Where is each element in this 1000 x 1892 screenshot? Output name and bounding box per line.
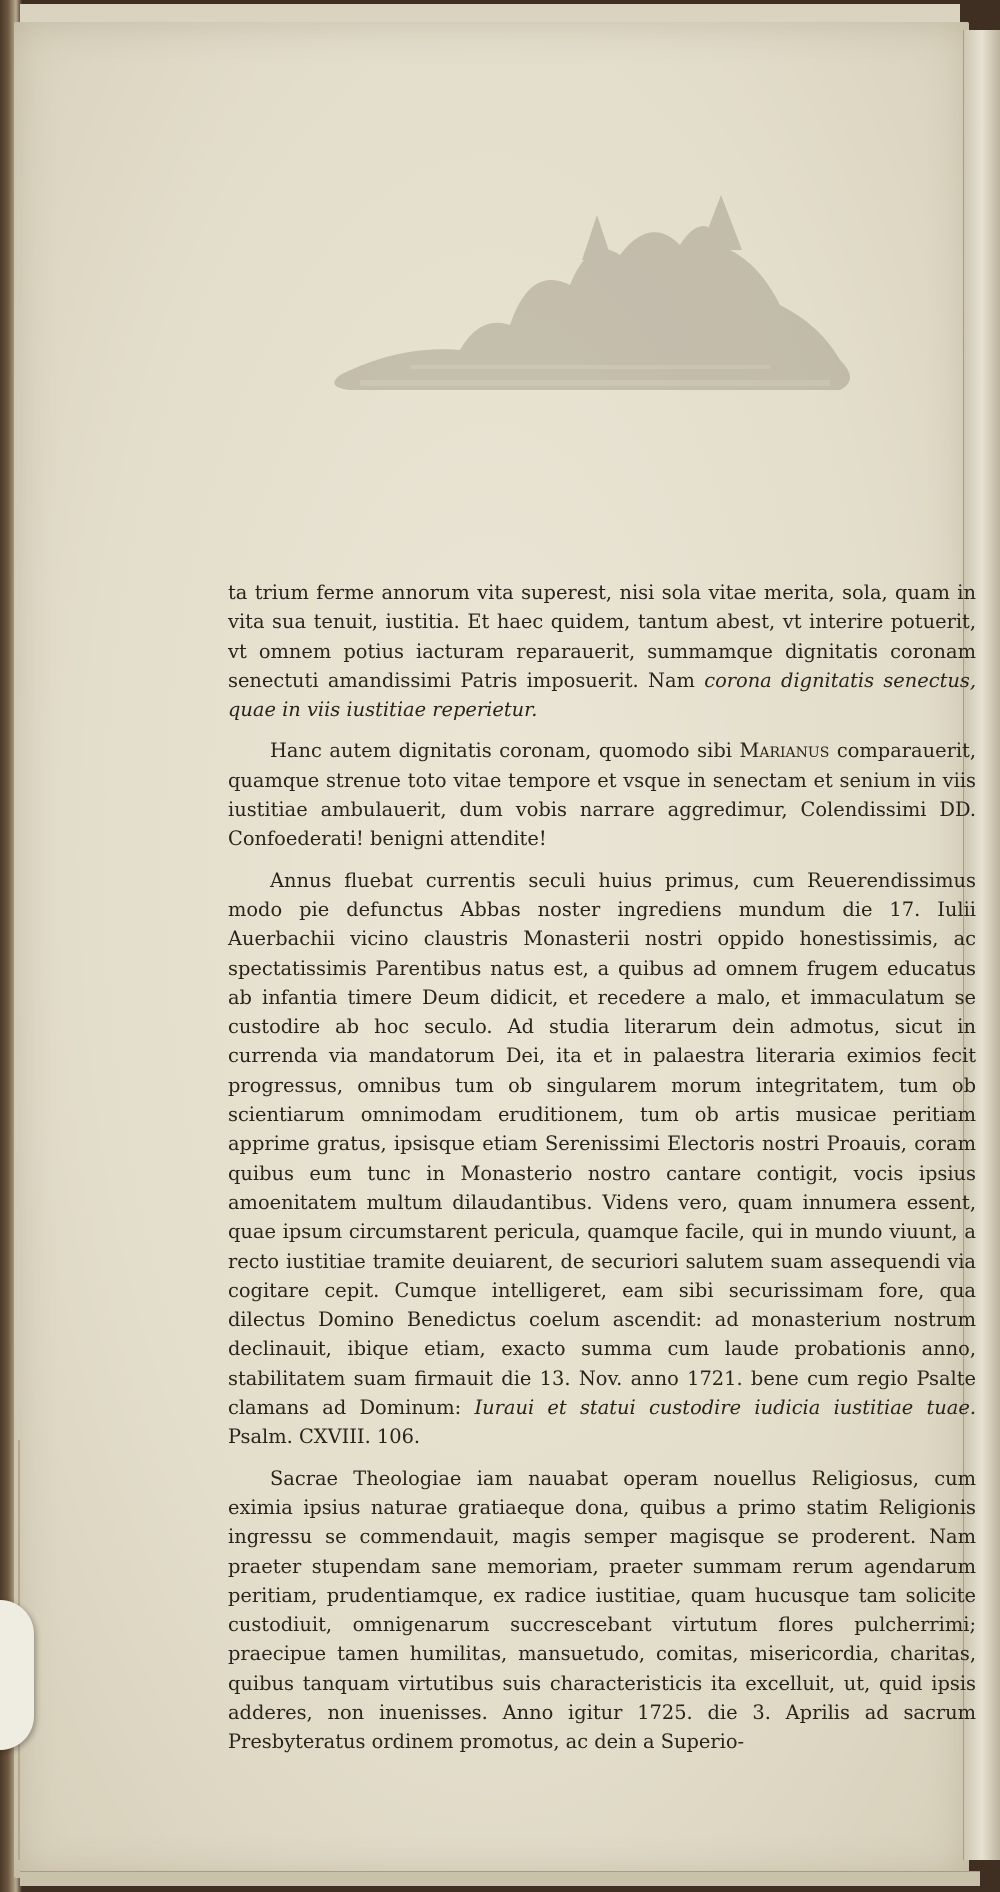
- paragraph-2: [228, 736, 976, 853]
- paper-tab: [0, 1600, 34, 1750]
- scripture-quote: Iuraui et statui custodire iudicia iustitiae tuae.: [474, 1396, 976, 1420]
- paragraph-text: ta trium ferme annorum vita superest, nisi sola vitae merita, sola, quam in vita sua tenuit, iustitia. Et haec quidem, tantum abest, vt interire potuerit, vt omnem potius iacturam reparauerit, summamque dignitatis coronam senectuti amandissimi Patris imposuerit. Nam: [228, 581, 976, 692]
- name-marianus: Marianus: [739, 739, 830, 763]
- paragraph-3: [228, 866, 976, 1452]
- body-text: [228, 578, 976, 1757]
- paragraph-1: [228, 578, 976, 724]
- paragraph-4: [228, 1464, 976, 1757]
- landscape-vignette-icon: [320, 175, 865, 405]
- psalm-reference: Psalm. CXVIII. 106.: [228, 1425, 421, 1449]
- scripture-quote: corona dignitatis senectus, quae in viis iustitiae reperietur.: [228, 668, 977, 722]
- paragraph-text: Sacrae Theologiae iam nauabat operam nouellus Religiosus, cum eximia ipsius naturae gratiaeque dona, quibus a primo statim Religionis ingressu se commendauit, magis semper magisque se proderent. Nam praeter stupendam sane memoriam, praeter summam rerum agendarum peritiam, prudentiamque, ex radice iustitiae, quam hucusque tam solicite custodiuit, omnigenarum succrescebant virtutum flores pulcherrimi; praecipue tamen humilitas, mansuetudo, comitas, misericordia, charitas, quibus tanquam virtutibus suis characteristicis ita excelluit, ut, quid ipsis adderes, non inuenisses. Anno igitur 1725. die 3. Aprilis ad sacrum Presbyteratus ordinem promotus, ac dein a Superio-: [228, 1466, 976, 1754]
- bottom-page-edge: [20, 1871, 980, 1886]
- paragraph-text: Annus fluebat currentis seculi huius primus, cum Reuerendissimus modo pie defunctus Abbas noster ingrediens mundum die 17. Iulii Auerbachii vicino claustris Monasterii nostri oppido honestissimis, ac spectatissimis Parentibus natus est, a quibus ad omnem frugem educatus ab infantia timere Deum didicit, et recedere a malo, et immaculatum se custodire ab hoc seculo. Ad studia literarum dein admotus, sicut in currenda via mandatorum Dei, ita et in palaestra literaria eximios fecit progressus, omnibus tum ob singularem morum integritatem, tum ob scientiarum omnimodam eruditionem, tum ob artis musicae peritiam apprime gratus, ipsisque etiam Serenissimi Electoris nostri Proauis, coram quibus eum tunc in Monasterio nostro cantare contigit, vocis ipsius amoenitatem multum dilaudantibus. Videns vero, quam innumera essent, quae ipsum circumstarent pericula, quamque facile, qui in mundo viuunt, a recto iustitiae tramite deuiarent, de securiori salutem suam assequendi via cogitare cepit. Cumque intelligeret, eam sibi securissimam fore, qua dilectus Domino Benedictus coelum ascendit: ad monasterium nostrum declinauit, ibique etiam, exacto summa cum laude probationis anno, stabilitatem suam firmauit die 13. Nov. anno 1721. bene cum regio Psalte clamans ad Dominum:: [228, 868, 976, 1420]
- paragraph-text: Hanc autem dignitatis coronam, quomodo sibi: [270, 739, 740, 763]
- paragraph-text: comparauerit, quamque strenue toto vitae tempore et vsque in senectam et senium in viis iustitiae ambulauerit, dum vobis narrare aggredimur, Colendissimi DD. Confoederati! benigni attendite!: [228, 739, 976, 851]
